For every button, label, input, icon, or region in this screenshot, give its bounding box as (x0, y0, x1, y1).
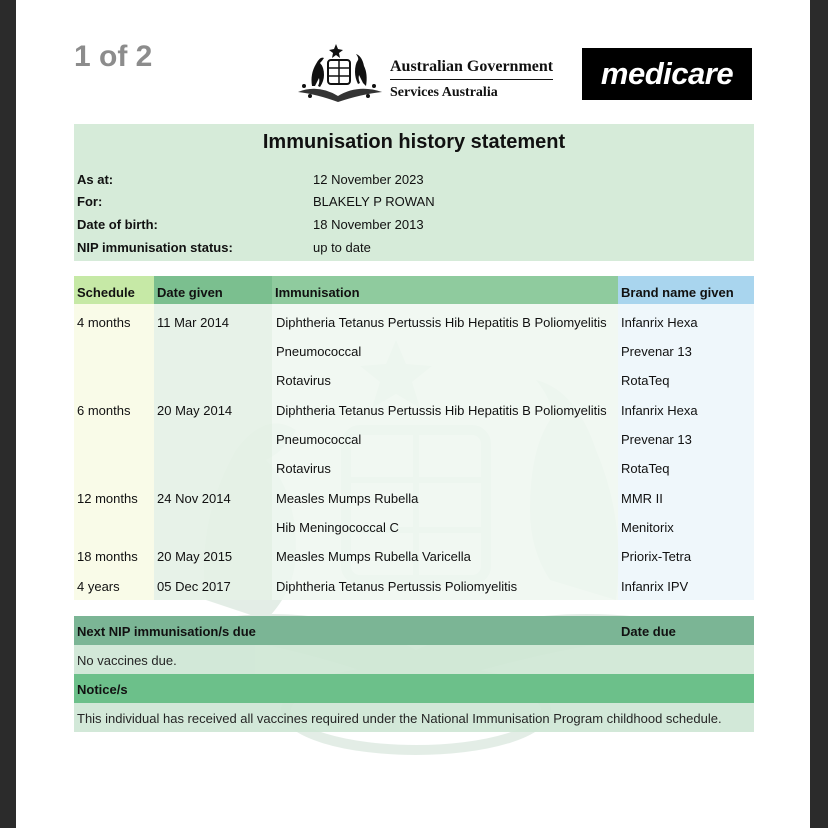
for-label: For: (77, 194, 103, 209)
row-brand: RotaTeq (621, 373, 670, 388)
as-at-label: As at: (77, 172, 114, 187)
schedule-header (74, 276, 154, 304)
page-number: 1 of 2 (74, 40, 153, 73)
row-brand: RotaTeq (621, 461, 670, 476)
government-name: Australian Government (390, 58, 553, 80)
date-due-heading: Date due (621, 624, 676, 639)
government-wordmark (390, 58, 553, 101)
row-date: 20 May 2014 (157, 403, 233, 418)
row-immunisation: Diphtheria Tetanus Pertussis Poliomyelitis (276, 579, 518, 594)
row-brand: Priorix-Tetra (621, 549, 692, 564)
row-date: 20 May 2015 (157, 549, 233, 564)
row-brand: Prevenar 13 (621, 344, 692, 359)
row-schedule: 6 months (77, 403, 131, 418)
notices-heading: Notice/s (77, 682, 128, 697)
notices-row (74, 703, 754, 732)
row-immunisation: Diphtheria Tetanus Pertussis Hib Hepatitis B Poliomyelitis (276, 403, 607, 418)
row-schedule: 18 months (77, 549, 138, 564)
statement-header (74, 124, 754, 261)
row-schedule: 4 months (77, 315, 131, 330)
row-date: 24 Nov 2014 (157, 491, 231, 506)
row-brand: Infanrix IPV (621, 579, 689, 594)
nip-status-value: up to date (313, 240, 371, 255)
row-immunisation: Rotavirus (276, 373, 331, 388)
row-immunisation: Rotavirus (276, 461, 331, 476)
row-immunisation: Measles Mumps Rubella Varicella (276, 549, 471, 564)
row-schedule: 12 months (77, 491, 138, 506)
coat-of-arms-icon (294, 40, 386, 106)
schedule-header-label: Schedule (77, 285, 135, 300)
as-at-value: 12 November 2023 (313, 172, 424, 187)
next-due-header (74, 616, 754, 645)
notices-header (74, 674, 754, 703)
row-schedule: 4 years (77, 579, 120, 594)
row-date: 11 Mar 2014 (157, 315, 230, 330)
for-value: BLAKELY P ROWAN (313, 194, 435, 209)
row-immunisation: Pneumococcal (276, 344, 362, 359)
brand-header-label: Brand name given (621, 285, 734, 300)
row-brand: Infanrix Hexa (621, 403, 698, 418)
row-brand: MMR II (621, 491, 663, 506)
date-given-header-label: Date given (157, 285, 223, 300)
agency-name: Services Australia (390, 85, 498, 100)
notices-text: This individual has received all vaccines required under the National Immunisation Program childhood schedule. (77, 711, 722, 726)
row-immunisation: Hib Meningococcal C (276, 520, 399, 535)
row-brand: Prevenar 13 (621, 432, 692, 447)
immunisation-header (272, 276, 618, 304)
government-logo (294, 40, 584, 106)
dob-label: Date of birth: (77, 217, 158, 232)
row-date: 05 Dec 2017 (157, 579, 231, 594)
row-brand: Infanrix Hexa (621, 315, 698, 330)
row-immunisation: Diphtheria Tetanus Pertussis Hib Hepatitis B Poliomyelitis (276, 315, 607, 330)
nip-status-label: NIP immunisation status: (77, 240, 233, 255)
immunisation-header-label: Immunisation (275, 285, 360, 300)
next-due-row (74, 645, 754, 674)
dob-value: 18 November 2013 (313, 217, 424, 232)
brand-header (618, 276, 754, 304)
next-due-message: No vaccines due. (77, 653, 177, 668)
row-immunisation: Pneumococcal (276, 432, 362, 447)
next-due-heading: Next NIP immunisation/s due (77, 624, 256, 639)
row-brand: Menitorix (621, 520, 674, 535)
statement-title: Immunisation history statement (262, 131, 566, 153)
medicare-logo: medicare (582, 48, 752, 100)
row-immunisation: Measles Mumps Rubella (276, 491, 419, 506)
date-given-header (154, 276, 272, 304)
statement-page (16, 0, 810, 828)
